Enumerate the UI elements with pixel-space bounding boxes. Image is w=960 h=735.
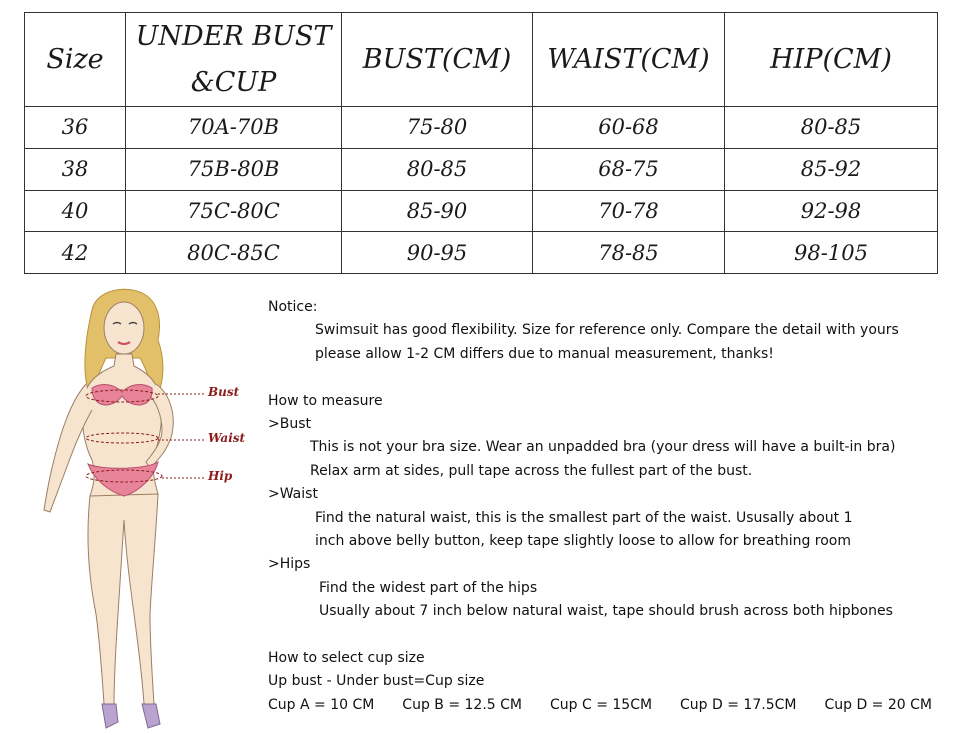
cell-waist: 70-78	[533, 190, 725, 232]
legs-shape	[88, 494, 158, 706]
cell-bust: 75-80	[342, 107, 533, 149]
right-shoe-shape	[142, 704, 160, 728]
cell-waist: 60-68	[533, 107, 725, 149]
table-header-row	[25, 13, 938, 107]
cell-bust: 85-90	[342, 190, 533, 232]
table-row	[25, 148, 938, 190]
cell-hip: 85-92	[725, 148, 938, 190]
cell-under-bust: 75B-80B	[126, 148, 342, 190]
cell-hip: 98-105	[725, 232, 938, 274]
spacer	[268, 366, 948, 389]
cup-size-item: Cup C = 15CM	[549, 696, 653, 713]
cell-bust: 80-85	[342, 148, 533, 190]
cup-size-item: Cup B = 12.5 CM	[402, 696, 522, 713]
cell-under-bust: 70A-70B	[126, 107, 342, 149]
cell-under-bust: 80C-85C	[126, 232, 342, 274]
bust-section-title: >Bust	[268, 415, 311, 432]
cup-size-item: Cup A = 10 CM	[268, 696, 375, 713]
cell-under-bust: 75C-80C	[126, 190, 342, 232]
cell-hip: 92-98	[725, 190, 938, 232]
bust-instruction-2: Relax arm at sides, pull tape across the fullest part of the bust.	[310, 462, 753, 479]
header-under-line1: UNDER BUST	[135, 20, 332, 52]
cell-waist: 78-85	[533, 232, 725, 274]
waist-instruction-2: inch above belly button, keep tape slightly loose to allow for breathing room	[315, 532, 852, 549]
cup-size-formula: Up bust - Under bust=Cup size	[268, 673, 485, 690]
notice-title: Notice:	[268, 299, 318, 315]
table-row	[25, 232, 938, 274]
waist-instruction-1: Find the natural waist, this is the smallest part of the waist. Ususally about 1	[315, 509, 853, 526]
bust-instruction-1: This is not your bra size. Wear an unpadded bra (your dress will have a built-in bra)	[310, 439, 896, 456]
cell-size: 36	[25, 107, 126, 149]
left-shoe-shape	[102, 704, 118, 728]
cell-size: 40	[25, 190, 126, 232]
cell-bust: 90-95	[342, 232, 533, 274]
cell-size: 42	[25, 232, 126, 274]
spacer	[268, 623, 948, 646]
measurement-figure-illustration	[26, 284, 246, 735]
header-under-line2: &CUP	[190, 66, 277, 98]
cell-waist: 68-75	[533, 148, 725, 190]
cup-size-list	[268, 694, 932, 717]
notice-line-1: Swimsuit has good flexibility. Size for reference only. Compare the detail with yours	[315, 322, 899, 339]
cup-size-item: Cup D = 17.5CM	[680, 696, 797, 713]
header-size: Size	[25, 13, 126, 107]
bust-label: Bust	[208, 385, 240, 399]
table-row	[25, 190, 938, 232]
waist-label: Waist	[208, 431, 246, 445]
cup-size-title: How to select cup size	[268, 649, 425, 666]
size-chart-table	[24, 12, 938, 274]
how-to-measure-title: How to measure	[268, 392, 383, 409]
cell-hip: 80-85	[725, 107, 938, 149]
hip-label: Hip	[208, 469, 233, 483]
header-bust: BUST(CM)	[342, 13, 533, 107]
hips-section-title: >Hips	[268, 556, 311, 573]
cell-size: 38	[25, 148, 126, 190]
header-hip: HIP(CM)	[725, 13, 938, 107]
table-row	[25, 107, 938, 149]
measurement-notes	[268, 296, 948, 717]
hips-instruction-1: Find the widest part of the hips	[319, 579, 538, 596]
cup-size-item: Cup D = 20 CM	[824, 696, 932, 713]
waist-section-title: >Waist	[268, 486, 318, 503]
hips-instruction-2: Usually about 7 inch below natural waist, tape should brush across both hipbones	[319, 603, 893, 620]
notice-line-2: please allow 1-2 CM differs due to manual measurement, thanks!	[315, 345, 774, 362]
face-shape	[104, 302, 144, 354]
left-arm-shape	[44, 384, 92, 512]
header-waist: WAIST(CM)	[533, 13, 725, 107]
header-under-bust-cup	[126, 13, 342, 107]
